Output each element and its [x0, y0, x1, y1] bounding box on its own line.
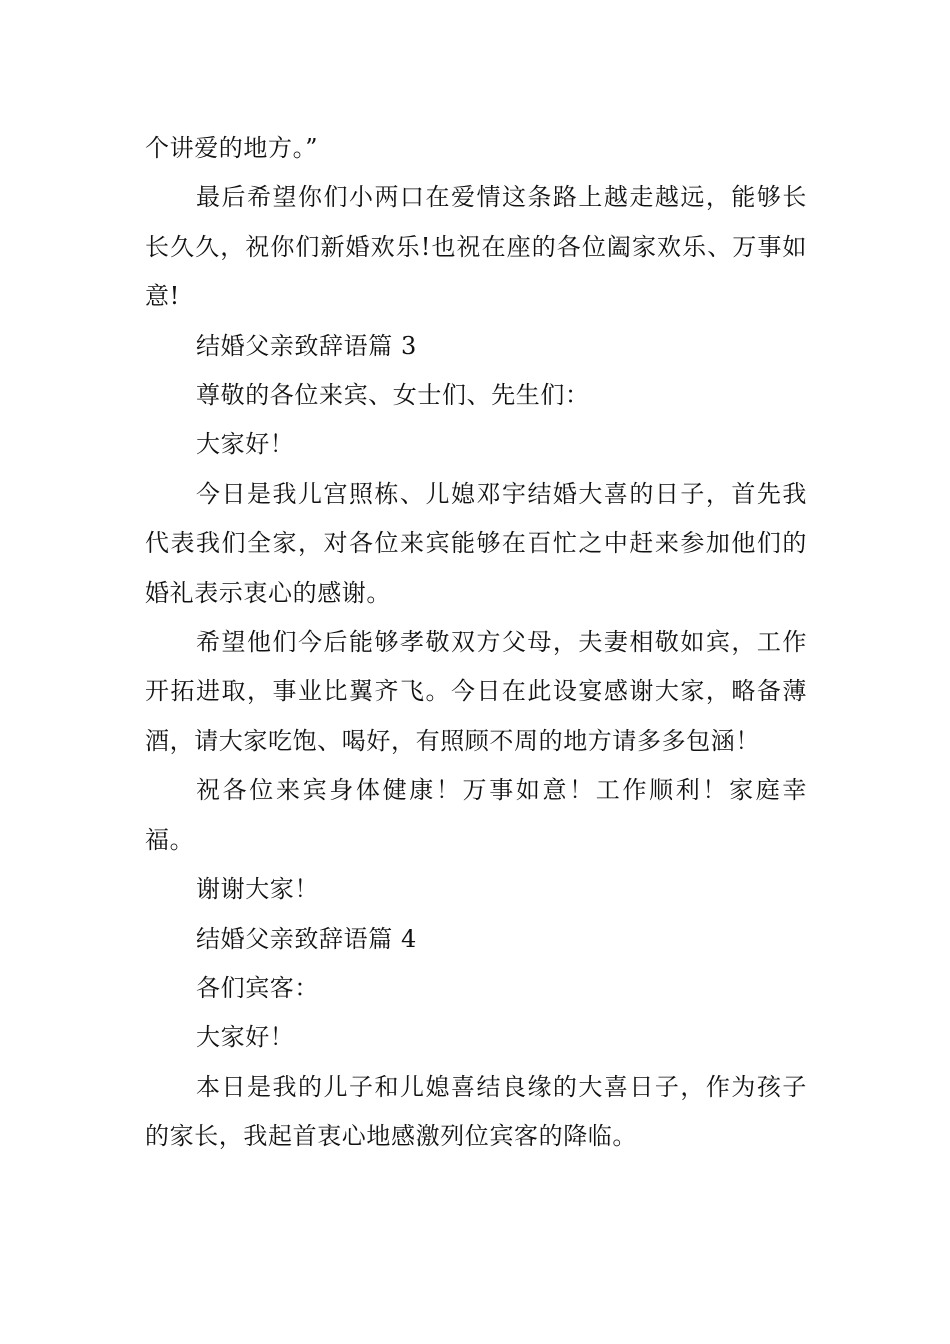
- paragraph-thank-you: 谢谢大家！: [196, 875, 319, 904]
- paragraph-opening-remarks: 本日是我的儿子和儿媳喜结良缘的大喜日子，作为孩子的家长，我起首衷心地感激列位宾客的降临。: [145, 1072, 807, 1151]
- paragraph-continuation: 个讲爱的地方。”: [145, 134, 319, 162]
- section-heading-4: 结婚父亲致辞语篇 4: [196, 924, 417, 953]
- document-body: [145, 124, 807, 1162]
- paragraph-salutation: 尊敬的各位来宾、女士们、先生们：: [196, 381, 590, 410]
- paragraph-greeting-2: 大家好！: [196, 1023, 295, 1052]
- paragraph-closing-wishes: 最后希望你们小两口在爱情这条路上越走越远，能够长长久久，祝你们新婚欢乐!也祝在座的各位阖家欢乐、万事如意!: [145, 183, 807, 311]
- paragraph-hopes: 希望他们今后能够孝敬双方父母，夫妻相敬如宾，工作开拓进取，事业比翼齐飞。今日在此设宴感谢大家，略备薄酒，请大家吃饱、喝好，有照顾不周的地方请多多包涵！: [145, 628, 807, 755]
- paragraph-thanks: 今日是我儿宫照栋、儿媳邓宇结婚大喜的日子，首先我代表我们全家，对各位来宾能够在百忙之中赶来参加他们的婚礼表示衷心的感谢。: [145, 479, 807, 607]
- paragraph-blessing: 祝各位来宾身体健康！万事如意！工作顺利！家庭幸福。: [145, 776, 807, 854]
- paragraph-greeting: 大家好！: [196, 430, 295, 459]
- section-heading-3: 结婚父亲致辞语篇 3: [196, 331, 417, 360]
- paragraph-salutation-guests: 各们宾客：: [196, 973, 319, 1002]
